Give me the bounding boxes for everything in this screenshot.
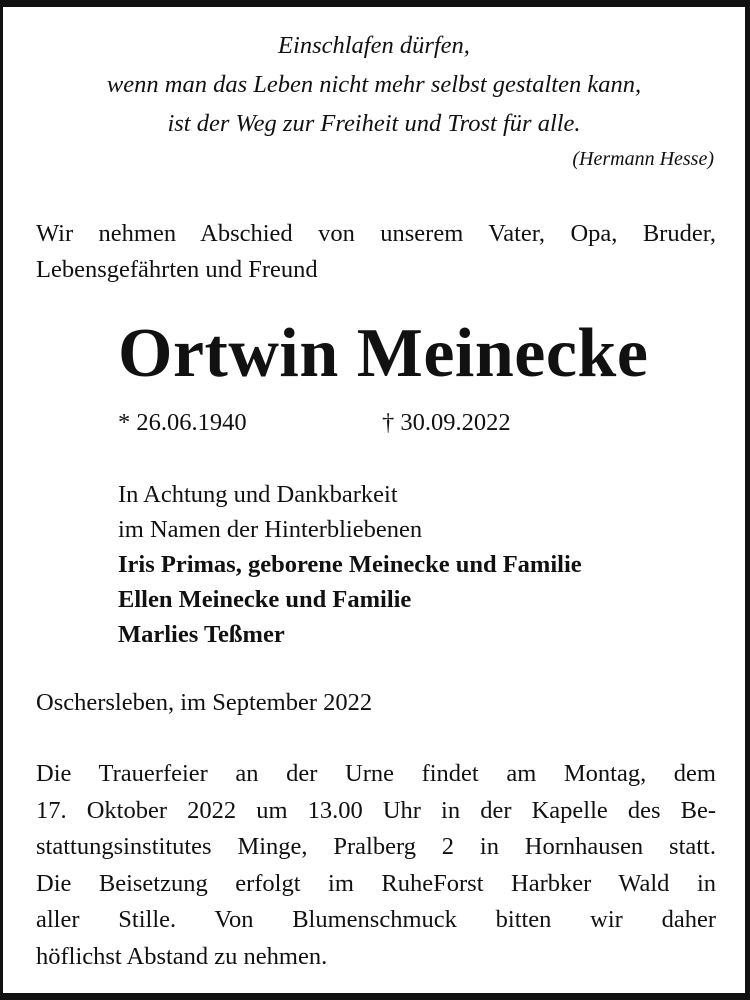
quote-author: (Hermann Hesse) — [572, 148, 714, 170]
service-line: Die Beisetzung erfolgt im RuheForst Harbker Wald in — [36, 869, 716, 897]
quote-block — [28, 26, 720, 143]
quote-line: Einschlafen dürfen, — [278, 32, 470, 59]
mourner-name: Marlies Teßmer — [118, 621, 285, 648]
mourner-name: Ellen Meinecke und Familie — [118, 586, 412, 613]
mourner-name: Iris Primas, geborene Meinecke und Familie — [118, 551, 582, 578]
death-date: † 30.09.2022 — [382, 409, 511, 436]
mourners-block — [118, 477, 582, 652]
service-line: höflichst Abstand zu nehmen. — [36, 942, 328, 970]
funeral-service-text — [36, 756, 716, 975]
mourners-line: In Achtung und Dankbarkeit — [118, 481, 398, 508]
service-line: aller Stille. Von Blumenschmuck bitten wir daher — [36, 906, 716, 933]
quote-line: ist der Weg zur Freiheit und Trost für alle. — [167, 110, 581, 137]
service-line: Die Trauerfeier an der Urne findet am Montag, dem — [36, 760, 716, 787]
deceased-name: Ortwin Meinecke — [118, 315, 649, 392]
intro-line: Wir nehmen Abschied von unserem Vater, Opa, Bruder, — [36, 220, 716, 247]
intro-line: Lebensgefährten und Freund — [36, 256, 318, 283]
service-line: stattungsinstitutes Minge, Pralberg 2 in Hornhausen statt. — [36, 833, 716, 860]
quote-line: wenn man das Leben nicht mehr selbst gestalten kann, — [106, 71, 642, 98]
service-line: 17. Oktober 2022 um 13.00 Uhr in der Kapelle des Be- — [36, 796, 716, 824]
intro-text — [36, 216, 716, 288]
birth-date: * 26.06.1940 — [118, 409, 247, 436]
mourners-line: im Namen der Hinterbliebenen — [118, 516, 423, 543]
place-date: Oschersleben, im September 2022 — [36, 689, 373, 716]
